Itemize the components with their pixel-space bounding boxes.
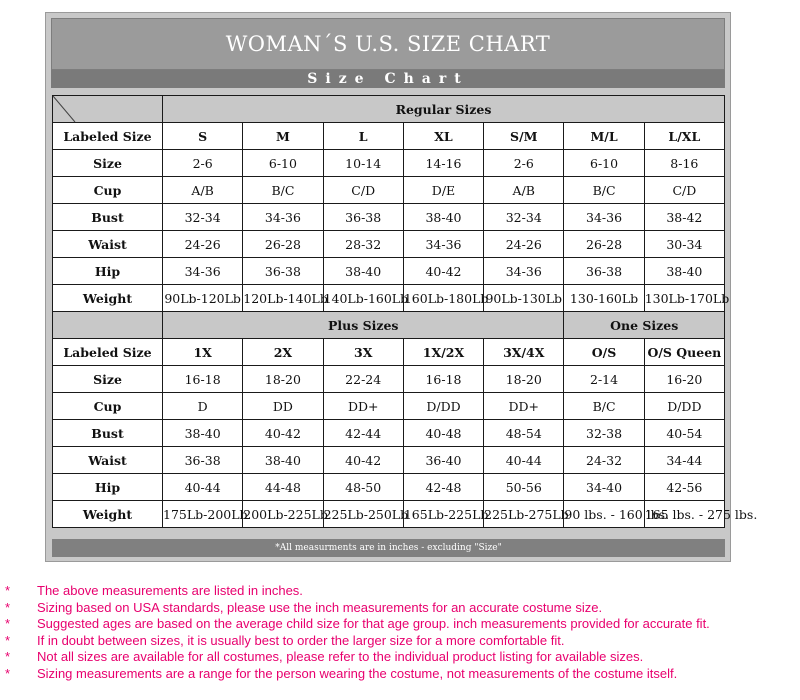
table-cell: 200Lb-225Lb: [243, 501, 323, 528]
table-cell: 38-42: [644, 204, 724, 231]
row-label: Weight: [53, 501, 163, 528]
table-cell: 40-42: [403, 258, 483, 285]
table-cell: 120Lb-140Lb: [243, 285, 323, 312]
size-header: L/XL: [644, 123, 724, 150]
table-cell: 38-40: [403, 204, 483, 231]
table-cell: 34-36: [163, 258, 243, 285]
table-cell: A/B: [484, 177, 564, 204]
table-cell: 24-26: [484, 231, 564, 258]
size-header: 1X: [163, 339, 243, 366]
row-label: Hip: [53, 258, 163, 285]
chart-subtitle: Size Chart: [51, 70, 725, 88]
table-cell: 18-20: [484, 366, 564, 393]
row-label: Cup: [53, 177, 163, 204]
size-header: XL: [403, 123, 483, 150]
note-text: Not all sizes are available for all costumes, please refer to the individual product listing for available sizes.: [37, 649, 644, 664]
table-cell: 36-38: [323, 204, 403, 231]
list-item: [5, 649, 795, 666]
table-cell: C/D: [323, 177, 403, 204]
table-row: [53, 177, 725, 204]
table-cell: 40-42: [323, 447, 403, 474]
table-cell: 16-18: [403, 366, 483, 393]
size-header: S/M: [484, 123, 564, 150]
table-cell: 34-44: [644, 447, 724, 474]
bullet: *: [5, 599, 11, 615]
list-item: [5, 666, 795, 683]
table-row: [53, 285, 725, 312]
table-row: [53, 339, 725, 366]
table-row: [53, 123, 725, 150]
table-cell: 6-10: [243, 150, 323, 177]
table-row: [53, 474, 725, 501]
table-cell: 165Lb-225Lb: [403, 501, 483, 528]
table-cell: 175Lb-200Lb: [163, 501, 243, 528]
size-header: L: [323, 123, 403, 150]
table-cell: 16-18: [163, 366, 243, 393]
table-cell: 34-36: [564, 204, 644, 231]
table-cell: 30-34: [644, 231, 724, 258]
size-header: 2X: [243, 339, 323, 366]
chart-title: WOMAN´S U.S. SIZE CHART: [51, 18, 725, 70]
regular-section-row: [53, 96, 725, 123]
table-cell: B/C: [564, 177, 644, 204]
blank-cell: [53, 312, 163, 339]
note-text: If in doubt between sizes, it is usually best to order the larger size for a more comfortable fit.: [37, 632, 565, 648]
table-row: [53, 204, 725, 231]
table-cell: 24-32: [564, 447, 644, 474]
table-cell: 2-6: [163, 150, 243, 177]
list-item: [5, 583, 795, 600]
table-cell: A/B: [163, 177, 243, 204]
table-cell: 90Lb-120Lb: [163, 285, 243, 312]
table-cell: 225Lb-275Lb: [484, 501, 564, 528]
table-cell: 40-44: [484, 447, 564, 474]
row-label: Labeled Size: [53, 339, 163, 366]
size-header: O/S: [564, 339, 644, 366]
row-label: Waist: [53, 447, 163, 474]
table-cell: DD+: [484, 393, 564, 420]
measurement-footnote: *All measurments are in inches - excluding "Size": [52, 539, 725, 557]
row-label: Labeled Size: [53, 123, 163, 150]
table-cell: 38-40: [644, 258, 724, 285]
table-cell: 165 lbs. - 275 lbs.: [644, 501, 724, 528]
table-cell: 2-6: [484, 150, 564, 177]
table-cell: 38-40: [323, 258, 403, 285]
size-header: M/L: [564, 123, 644, 150]
table-cell: 6-10: [564, 150, 644, 177]
note-text: Sizing based on USA standards, please use the inch measurements for an accurate costume size.: [37, 599, 603, 615]
section-label-one: One Sizes: [564, 312, 725, 339]
section-label-regular: Regular Sizes: [163, 96, 725, 123]
table-cell: D/DD: [644, 393, 724, 420]
note-text: Suggested ages are based on the average child size for that age group. inch measurements provided for accurate fit.: [37, 616, 710, 631]
table-cell: 225Lb-250Lb: [323, 501, 403, 528]
table-cell: 14-16: [403, 150, 483, 177]
size-header: 1X/2X: [403, 339, 483, 366]
row-label: Hip: [53, 474, 163, 501]
table-cell: 90Lb-130Lb: [484, 285, 564, 312]
row-label: Size: [53, 150, 163, 177]
table-cell: 48-50: [323, 474, 403, 501]
table-cell: D/E: [403, 177, 483, 204]
list-item: [5, 633, 795, 650]
size-chart-panel: [45, 12, 758, 562]
sizing-notes-list: [5, 583, 795, 682]
table-row: [53, 231, 725, 258]
row-label: Bust: [53, 204, 163, 231]
table-row: [53, 366, 725, 393]
table-cell: 42-48: [403, 474, 483, 501]
bullet: *: [5, 632, 11, 648]
table-cell: 36-40: [403, 447, 483, 474]
row-label: Bust: [53, 420, 163, 447]
bullet: *: [5, 649, 11, 664]
table-cell: 32-34: [163, 204, 243, 231]
row-label: Size: [53, 366, 163, 393]
size-header: M: [243, 123, 323, 150]
table-cell: 2-14: [564, 366, 644, 393]
table-cell: 38-40: [243, 447, 323, 474]
table-cell: 26-28: [564, 231, 644, 258]
table-cell: 50-56: [484, 474, 564, 501]
table-cell: 34-40: [564, 474, 644, 501]
table-cell: 44-48: [243, 474, 323, 501]
size-table: [52, 95, 758, 528]
table-cell: 160Lb-180Lb: [403, 285, 483, 312]
table-cell: DD+: [323, 393, 403, 420]
table-cell: 34-36: [403, 231, 483, 258]
table-cell: 18-20: [243, 366, 323, 393]
table-cell: 24-26: [163, 231, 243, 258]
bullet: *: [5, 583, 11, 598]
table-row: [53, 258, 725, 285]
table-cell: 22-24: [323, 366, 403, 393]
table-row: [53, 447, 725, 474]
table-cell: 16-20: [644, 366, 724, 393]
table-cell: DD: [243, 393, 323, 420]
table-cell: 140Lb-160Lb: [323, 285, 403, 312]
note-text: Sizing measurements are a range for the person wearing the costume, not measurements of the costume itself.: [37, 665, 678, 681]
size-header: S: [163, 123, 243, 150]
table-cell: C/D: [644, 177, 724, 204]
table-row: [53, 393, 725, 420]
row-label: Weight: [53, 285, 163, 312]
size-header: 3X/4X: [484, 339, 564, 366]
row-label: Waist: [53, 231, 163, 258]
table-cell: 26-28: [243, 231, 323, 258]
row-label: Cup: [53, 393, 163, 420]
list-item: [5, 600, 795, 617]
table-cell: 40-48: [403, 420, 483, 447]
table-cell: 36-38: [243, 258, 323, 285]
table-cell: 42-44: [323, 420, 403, 447]
table-cell: 130-160Lb: [564, 285, 644, 312]
bullet: *: [5, 616, 11, 631]
table-cell: 28-32: [323, 231, 403, 258]
table-row: [53, 420, 725, 447]
table-cell: 32-34: [484, 204, 564, 231]
table-row: [53, 150, 725, 177]
bullet: *: [5, 665, 11, 681]
table-cell: 34-36: [484, 258, 564, 285]
plus-section-row: [53, 312, 725, 339]
table-cell: 38-40: [163, 420, 243, 447]
table-cell: B/C: [243, 177, 323, 204]
table-cell: 10-14: [323, 150, 403, 177]
table-cell: 36-38: [163, 447, 243, 474]
table-cell: 40-54: [644, 420, 724, 447]
list-item: [5, 616, 795, 633]
table-cell: 90 lbs. - 160 lbs.: [564, 501, 644, 528]
table-cell: 48-54: [484, 420, 564, 447]
table-cell: 34-36: [243, 204, 323, 231]
table-cell: 130Lb-170Lb: [644, 285, 724, 312]
table-cell: 40-44: [163, 474, 243, 501]
size-header: 3X: [323, 339, 403, 366]
table-row: [53, 501, 725, 528]
note-text: The above measurements are listed in inches.: [37, 583, 303, 598]
table-cell: 40-42: [243, 420, 323, 447]
table-cell: 32-38: [564, 420, 644, 447]
corner-cell: [53, 96, 163, 123]
section-label-plus: Plus Sizes: [163, 312, 564, 339]
table-cell: 42-56: [644, 474, 724, 501]
table-cell: B/C: [564, 393, 644, 420]
table-cell: D: [163, 393, 243, 420]
table-cell: D/DD: [403, 393, 483, 420]
size-header: O/S Queen: [644, 339, 724, 366]
table-cell: 8-16: [644, 150, 724, 177]
table-cell: 36-38: [564, 258, 644, 285]
